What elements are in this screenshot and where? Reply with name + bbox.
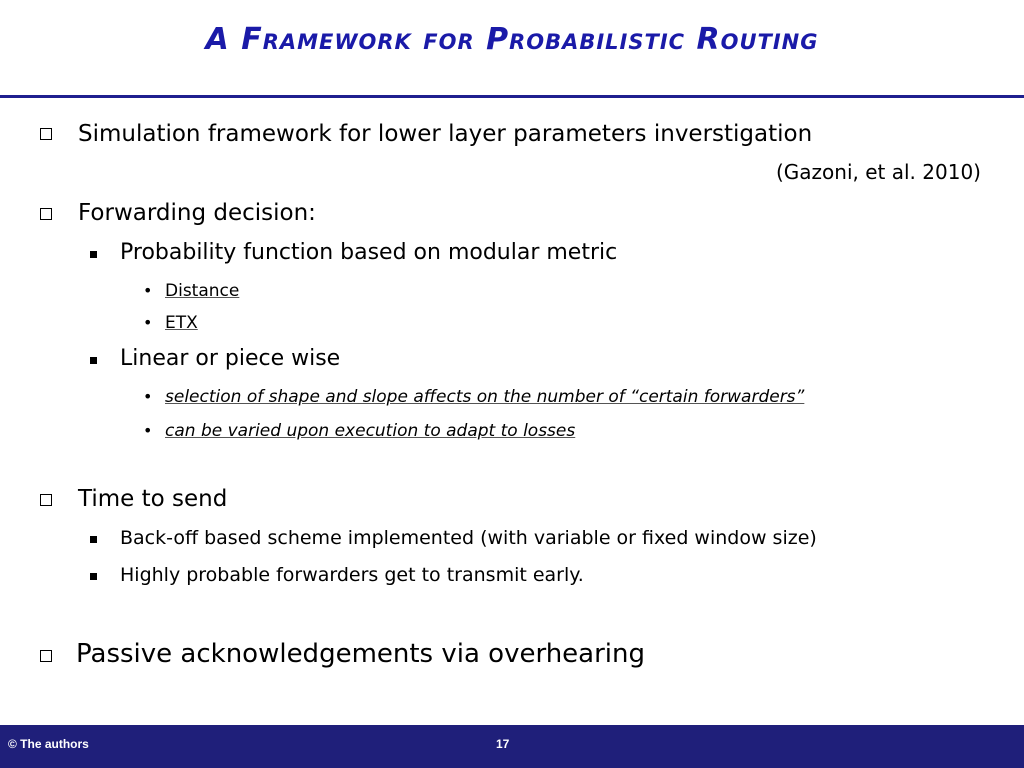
square-bullet-icon	[90, 357, 97, 364]
dot-bullet-icon: •	[143, 313, 153, 332]
bullet-selection: selection of shape and slope affects on the number of “certain forwarders”	[165, 387, 805, 407]
checkbox-bullet-icon	[40, 208, 52, 220]
bullet-simulation: Simulation framework for lower layer parameters inverstigation	[78, 121, 813, 147]
square-bullet-icon	[90, 536, 97, 543]
bullet-passive-ack: Passive acknowledgements via overhearing	[76, 639, 646, 669]
dot-bullet-icon: •	[143, 387, 153, 406]
dot-bullet-icon: •	[143, 421, 153, 440]
slide-title: A Framework for Probabilistic Routing	[205, 22, 819, 57]
page-number: 17	[496, 737, 510, 751]
footer-copyright: © The authors	[8, 737, 89, 751]
bullet-time-to-send: Time to send	[78, 486, 228, 512]
bullet-varied: can be varied upon execution to adapt to losses	[165, 421, 576, 441]
square-bullet-icon	[90, 573, 97, 580]
checkbox-bullet-icon	[40, 128, 52, 140]
bullet-linear: Linear or piece wise	[120, 346, 341, 371]
checkbox-bullet-icon	[40, 494, 52, 506]
bullet-distance: Distance	[165, 281, 240, 301]
citation: (Gazoni, et al. 2010)	[776, 160, 981, 184]
title-divider	[0, 95, 1024, 98]
dot-bullet-icon: •	[143, 281, 153, 300]
square-bullet-icon	[90, 251, 97, 258]
bullet-etx: ETX	[165, 313, 198, 333]
bullet-probability-function: Probability function based on modular metric	[120, 240, 618, 265]
bullet-forwarding: Forwarding decision:	[78, 200, 316, 226]
checkbox-bullet-icon	[40, 650, 52, 662]
bullet-backoff: Back-off based scheme implemented (with variable or fixed window size)	[120, 527, 817, 549]
footer-bar	[0, 725, 1024, 768]
bullet-highly-probable: Highly probable forwarders get to transmit early.	[120, 564, 584, 586]
